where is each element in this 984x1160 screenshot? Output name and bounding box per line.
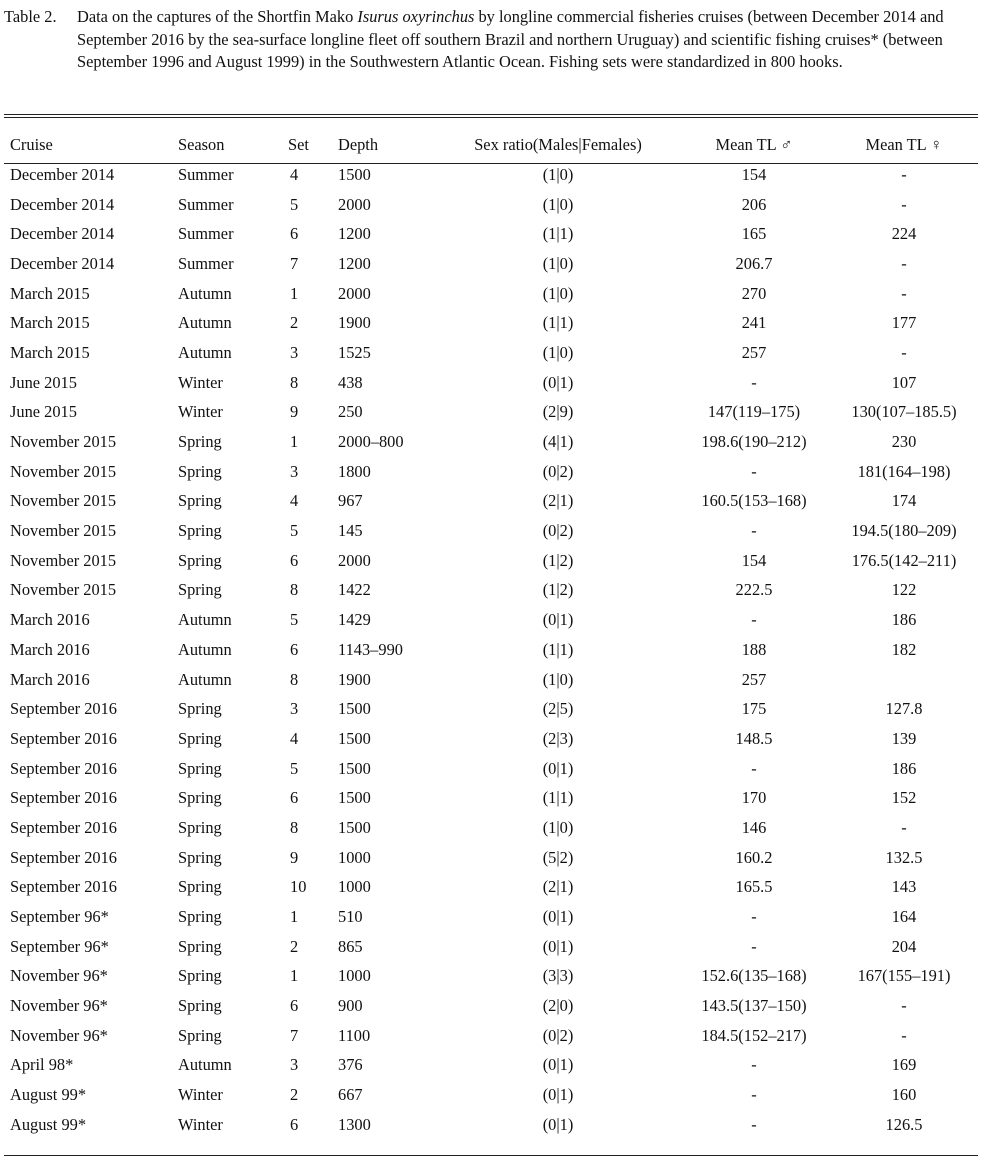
cell-sex-ratio: (2|1) [542,491,574,511]
cell-season: Spring [178,758,222,778]
cell-depth: 967 [338,491,363,511]
cell-mean-tl-male: 165.5 [735,877,773,897]
cell-depth: 376 [338,1055,363,1075]
cell-season: Autumn [178,610,232,630]
table-row [4,308,978,338]
cell-set: 3 [290,1055,299,1075]
cell-season: Winter [178,1114,223,1134]
cell-mean-tl-male: 154 [741,550,767,570]
cell-season: Spring [178,491,222,511]
table-row [4,1021,978,1051]
cell-mean-tl-female: 204 [891,936,917,956]
cell-set: 9 [290,402,299,422]
table-row [4,487,978,517]
cell-cruise: August 99* [10,1085,87,1105]
cell-depth: 145 [338,521,363,541]
cell-season: Spring [178,907,222,927]
cell-mean-tl-male: 188 [741,639,767,659]
cell-sex-ratio: (1|2) [542,550,574,570]
cell-mean-tl-male: - [751,521,757,541]
table-row [4,249,978,279]
cell-depth: 1500 [338,728,371,748]
cell-set: 3 [290,699,299,719]
cell-mean-tl-female: 174 [891,491,917,511]
cell-set: 6 [290,788,299,808]
cell-set: 5 [290,758,299,778]
cell-set: 8 [290,669,299,689]
cell-season: Spring [178,877,222,897]
cell-cruise: December 2014 [10,164,115,184]
cell-set: 7 [290,1025,299,1045]
cell-season: Spring [178,521,222,541]
cell-sex-ratio: (0|1) [542,1114,574,1134]
cell-mean-tl-female: 186 [891,610,917,630]
cell-mean-tl-male: - [751,936,757,956]
cell-depth: 667 [338,1085,363,1105]
cell-mean-tl-female: - [901,1025,907,1045]
cell-mean-tl-female: 176.5(142–211) [851,550,957,570]
table-row [4,546,978,576]
cell-mean-tl-female: 107 [891,372,917,392]
cell-cruise: September 2016 [10,758,117,778]
cell-season: Summer [178,224,234,244]
cell-mean-tl-female: - [901,194,907,214]
cell-mean-tl-female: 230 [891,432,917,452]
table-row [4,873,978,903]
cell-depth: 250 [338,402,363,422]
table-row [4,160,978,190]
cell-cruise: March 2016 [10,669,90,689]
cell-set: 1 [290,283,299,303]
cell-depth: 1500 [338,164,371,184]
cell-mean-tl-female: 126.5 [885,1114,923,1134]
cell-cruise: September 2016 [10,699,117,719]
cell-mean-tl-male: - [751,461,757,481]
cell-cruise: September 2016 [10,877,117,897]
cell-depth: 2000 [338,283,371,303]
cell-cruise: April 98* [10,1055,74,1075]
cell-mean-tl-female: 186 [891,758,917,778]
cell-cruise: November 2015 [10,550,117,570]
cell-sex-ratio: (1|2) [542,580,574,600]
cell-sex-ratio: (1|0) [542,253,574,273]
cell-sex-ratio: (3|3) [542,966,574,986]
cell-depth: 1500 [338,758,371,778]
cell-sex-ratio: (1|0) [542,164,574,184]
cell-sex-ratio: (1|0) [542,669,574,689]
table-row [4,368,978,398]
cell-mean-tl-female: 139 [891,728,917,748]
cell-depth: 1525 [338,342,371,362]
cell-season: Autumn [178,1055,232,1075]
cell-cruise: September 2016 [10,728,117,748]
cell-mean-tl-female: 177 [891,313,917,333]
cell-cruise: December 2014 [10,253,115,273]
table-label: Table 2. [4,7,57,26]
header-set: Set [288,135,309,154]
cell-mean-tl-male: - [751,1114,757,1134]
cell-sex-ratio: (1|0) [542,283,574,303]
table-row [4,457,978,487]
cell-sex-ratio: (1|1) [542,224,574,244]
table-row [4,665,978,695]
cell-depth: 1422 [338,580,371,600]
cell-cruise: June 2015 [10,402,77,422]
cell-set: 8 [290,372,299,392]
cell-set: 6 [290,224,299,244]
table-row [4,279,978,309]
cell-mean-tl-male: - [751,1085,757,1105]
cell-mean-tl-female: 143 [891,877,917,897]
cell-sex-ratio: (0|1) [542,936,574,956]
table-body [4,160,978,1140]
cell-season: Autumn [178,639,232,659]
table-caption [4,6,978,74]
cell-mean-tl-male: 160.2 [735,847,773,867]
cell-sex-ratio: (5|2) [542,847,574,867]
cell-mean-tl-male: 184.5(152–217) [701,1025,807,1045]
cell-mean-tl-male: 147(119–175) [707,402,801,422]
header-mean-tl-male: Mean TL ♂ [715,135,793,154]
header-season: Season [178,135,225,154]
cell-season: Winter [178,372,223,392]
cell-mean-tl-female: 167(155–191) [857,966,951,986]
cell-depth: 1000 [338,966,371,986]
table-row [4,724,978,754]
table-row [4,338,978,368]
cell-sex-ratio: (1|0) [542,342,574,362]
cell-mean-tl-male: 148.5 [735,728,773,748]
cell-set: 7 [290,253,299,273]
caption-text-after: by longline commercial fisheries cruises (between December 2014 and September 2016 by the sea-surface longline fleet off southern Brazil and northern Uruguay) and scientific fishing cruises* (between September 1996 and August 1999) in the Southwestern Atlantic Ocean. Fishing sets were standardized in 800 hooks. [77,7,944,71]
cell-set: 8 [290,580,299,600]
cell-cruise: March 2015 [10,283,90,303]
cell-depth: 900 [338,996,363,1016]
cell-cruise: November 2015 [10,491,117,511]
cell-mean-tl-female: - [901,164,907,184]
table-row [4,813,978,843]
cell-mean-tl-female: 152 [891,788,917,808]
cell-mean-tl-male: 165 [741,224,767,244]
caption-text [77,6,978,74]
cell-depth: 2000–800 [338,432,404,452]
cell-depth: 1900 [338,669,371,689]
cell-sex-ratio: (1|0) [542,817,574,837]
cell-cruise: September 2016 [10,817,117,837]
cell-cruise: November 2015 [10,461,117,481]
header-row [4,130,978,160]
cell-mean-tl-female: 181(164–198) [857,461,951,481]
cell-depth: 1800 [338,461,371,481]
cell-cruise: November 2015 [10,580,117,600]
cell-season: Spring [178,432,222,452]
cell-mean-tl-female: - [901,817,907,837]
table-row [4,635,978,665]
cell-season: Spring [178,817,222,837]
cell-set: 2 [290,1085,299,1105]
cell-cruise: November 96* [10,966,108,986]
cell-sex-ratio: (0|1) [542,907,574,927]
header-mean-tl-female: Mean TL ♀ [865,135,943,154]
cell-sex-ratio: (2|1) [542,877,574,897]
cell-mean-tl-male: 241 [741,313,767,333]
cell-cruise: November 96* [10,996,108,1016]
captures-table [4,130,978,1140]
cell-season: Spring [178,580,222,600]
cell-season: Spring [178,550,222,570]
cell-set: 3 [290,461,299,481]
cell-sex-ratio: (0|1) [542,610,574,630]
table-row [4,754,978,784]
table-row [4,427,978,457]
cell-season: Spring [178,461,222,481]
cell-depth: 1143–990 [338,639,403,659]
table-row [4,932,978,962]
cell-mean-tl-female: 130(107–185.5) [851,402,957,422]
cell-mean-tl-male: 154 [741,164,767,184]
cell-mean-tl-male: 170 [741,788,767,808]
cell-sex-ratio: (1|1) [542,788,574,808]
cell-depth: 1900 [338,313,371,333]
top-rule-1 [4,114,978,115]
cell-mean-tl-male: 206 [741,194,767,214]
cell-depth: 2000 [338,194,371,214]
cell-set: 6 [290,1114,299,1134]
cell-cruise: September 96* [10,907,109,927]
cell-season: Summer [178,164,234,184]
cell-sex-ratio: (1|1) [542,313,574,333]
table-row [4,576,978,606]
cell-set: 6 [290,639,299,659]
cell-season: Autumn [178,342,232,362]
cell-sex-ratio: (2|3) [542,728,574,748]
cell-sex-ratio: (0|2) [542,521,574,541]
cell-mean-tl-female: 224 [891,224,917,244]
cell-mean-tl-female: 164 [891,907,917,927]
cell-cruise: June 2015 [10,372,77,392]
cell-depth: 510 [338,907,363,927]
cell-mean-tl-female: - [901,342,907,362]
cell-set: 6 [290,996,299,1016]
cell-depth: 1200 [338,253,371,273]
cell-cruise: November 96* [10,1025,108,1045]
cell-sex-ratio: (0|1) [542,1055,574,1075]
cell-season: Autumn [178,313,232,333]
cell-depth: 1500 [338,699,371,719]
table-row [4,219,978,249]
table-row [4,694,978,724]
cell-mean-tl-female: 132.5 [885,847,923,867]
cell-mean-tl-male: - [751,758,757,778]
cell-cruise: September 96* [10,936,109,956]
cell-cruise: December 2014 [10,224,115,244]
cell-mean-tl-male: 152.6(135–168) [701,966,807,986]
cell-depth: 2000 [338,550,371,570]
cell-set: 2 [290,313,299,333]
cell-season: Spring [178,996,222,1016]
cell-mean-tl-female: 127.8 [885,699,923,719]
cell-season: Spring [178,699,222,719]
table-row [4,398,978,428]
cell-mean-tl-male: 206.7 [735,253,773,273]
cell-mean-tl-male: - [751,907,757,927]
cell-mean-tl-female: 169 [891,1055,917,1075]
cell-depth: 1000 [338,847,371,867]
table-row [4,516,978,546]
cell-sex-ratio: (0|1) [542,372,574,392]
cell-season: Spring [178,1025,222,1045]
cell-mean-tl-female [830,665,978,695]
cell-sex-ratio: (0|2) [542,461,574,481]
cell-sex-ratio: (0|2) [542,1025,574,1045]
cell-mean-tl-male: 270 [741,283,767,303]
cell-cruise: December 2014 [10,194,115,214]
cell-sex-ratio: (1|0) [542,194,574,214]
cell-set: 2 [290,936,299,956]
cell-set: 1 [290,432,299,452]
cell-sex-ratio: (4|1) [542,432,574,452]
cell-season: Summer [178,253,234,273]
cell-mean-tl-male: 143.5(137–150) [701,996,807,1016]
cell-set: 10 [290,877,307,897]
cell-set: 8 [290,817,299,837]
cell-mean-tl-male: 222.5 [735,580,773,600]
cell-season: Autumn [178,283,232,303]
cell-mean-tl-female: 194.5(180–209) [851,521,957,541]
cell-season: Spring [178,847,222,867]
cell-depth: 1300 [338,1114,371,1134]
cell-mean-tl-female: - [901,253,907,273]
cell-depth: 1200 [338,224,371,244]
cell-season: Autumn [178,669,232,689]
bottom-rule [4,1155,978,1156]
cell-sex-ratio: (2|9) [542,402,574,422]
table-row [4,991,978,1021]
cell-sex-ratio: (0|1) [542,1085,574,1105]
cell-sex-ratio: (2|0) [542,996,574,1016]
cell-cruise: September 2016 [10,788,117,808]
cell-sex-ratio: (2|5) [542,699,574,719]
cell-cruise: March 2016 [10,639,90,659]
table-row [4,605,978,635]
cell-mean-tl-male: - [751,610,757,630]
cell-season: Spring [178,728,222,748]
cell-mean-tl-female: - [901,996,907,1016]
table-row [4,1051,978,1081]
cell-mean-tl-male: 257 [741,669,767,689]
cell-depth: 1500 [338,817,371,837]
cell-mean-tl-male: 160.5(153–168) [701,491,807,511]
cell-depth: 1100 [338,1025,371,1045]
cell-cruise: September 2016 [10,847,117,867]
cell-depth: 865 [338,936,363,956]
cell-set: 6 [290,550,299,570]
cell-cruise: March 2015 [10,342,90,362]
cell-mean-tl-male: 146 [741,817,767,837]
top-rule-2 [4,117,978,118]
cell-mean-tl-male: 257 [741,342,767,362]
cell-mean-tl-female: 182 [891,639,917,659]
table-row [4,843,978,873]
cell-season: Winter [178,402,223,422]
cell-set: 5 [290,194,299,214]
cell-depth: 438 [338,372,363,392]
cell-mean-tl-male: - [751,1055,757,1075]
cell-season: Spring [178,966,222,986]
cell-depth: 1500 [338,788,371,808]
cell-set: 5 [290,610,299,630]
cell-season: Spring [178,936,222,956]
table-row [4,902,978,932]
cell-set: 4 [290,728,299,748]
cell-cruise: August 99* [10,1114,87,1134]
cell-mean-tl-female: 160 [891,1085,917,1105]
cell-cruise: March 2015 [10,313,90,333]
table-row [4,962,978,992]
cell-mean-tl-female: 122 [891,580,917,600]
cell-set: 9 [290,847,299,867]
table-row [4,190,978,220]
cell-season: Summer [178,194,234,214]
cell-set: 1 [290,907,299,927]
cell-set: 3 [290,342,299,362]
cell-mean-tl-male: 198.6(190–212) [701,432,807,452]
cell-sex-ratio: (0|1) [542,758,574,778]
cell-mean-tl-male: - [751,372,757,392]
cell-cruise: November 2015 [10,432,117,452]
table-row [4,1110,978,1140]
table-row [4,783,978,813]
cell-set: 4 [290,491,299,511]
cell-cruise: November 2015 [10,521,117,541]
cell-depth: 1429 [338,610,371,630]
cell-cruise: March 2016 [10,610,90,630]
cell-set: 1 [290,966,299,986]
cell-depth: 1000 [338,877,371,897]
cell-season: Spring [178,788,222,808]
cell-sex-ratio: (1|1) [542,639,574,659]
cell-set: 4 [290,164,299,184]
header-sex-ratio: Sex ratio(Males|Females) [474,135,642,154]
cell-set: 5 [290,521,299,541]
cell-mean-tl-male: 175 [741,699,767,719]
caption-text-before: Data on the captures of the Shortfin Mako [77,7,358,26]
cell-season: Winter [178,1085,223,1105]
header-depth: Depth [338,135,379,154]
species-name: Isurus oxyrinchus [357,7,475,26]
header-cruise: Cruise [10,135,53,154]
cell-mean-tl-female: - [901,283,907,303]
table-row [4,1080,978,1110]
